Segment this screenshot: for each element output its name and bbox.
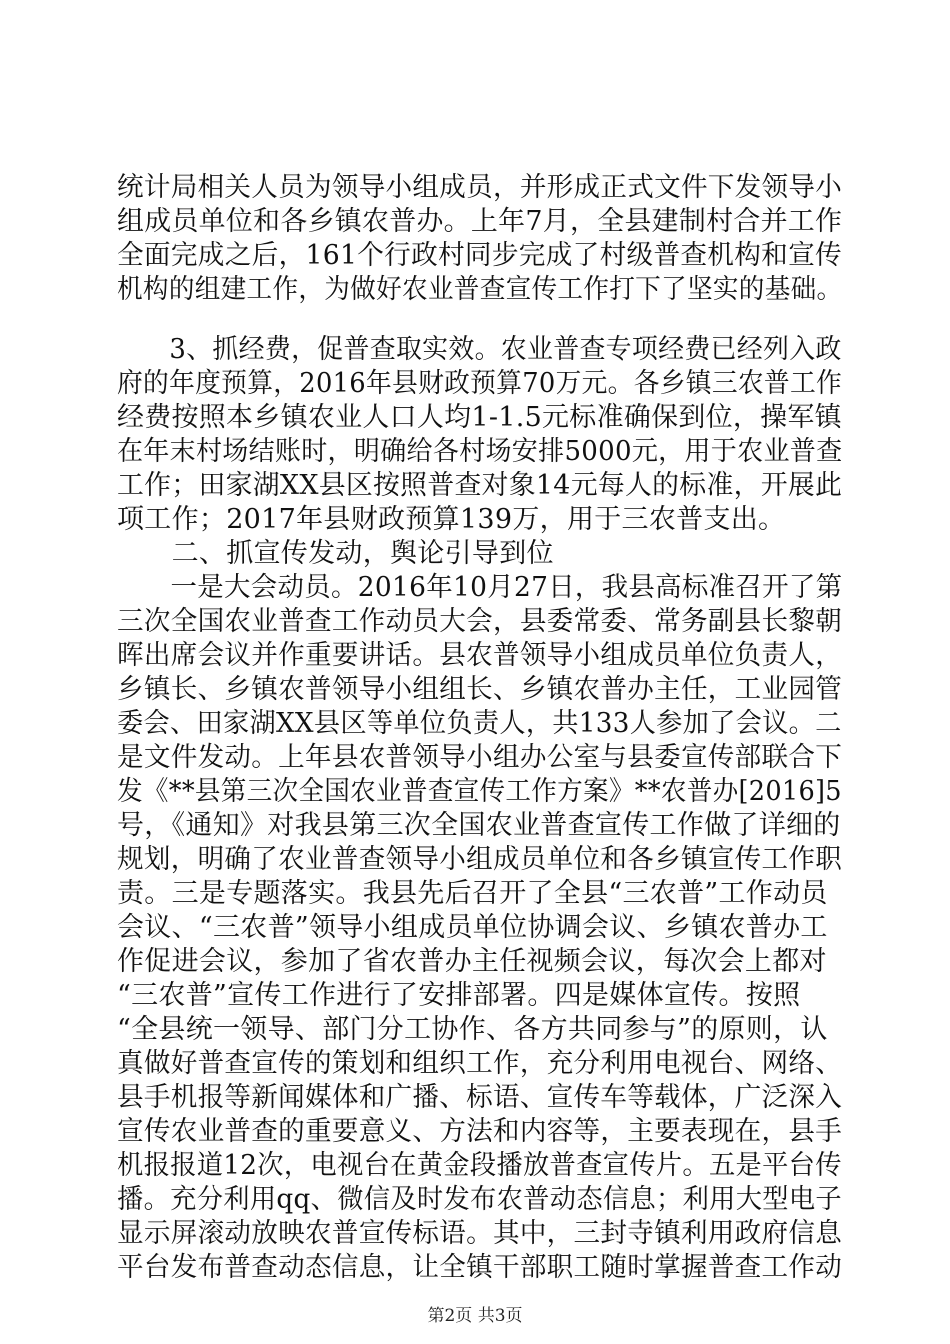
body-line: “全县统一领导、部门分工协作、各方共同参与”的原则，认 [117, 1014, 828, 1045]
body-line: 委会、田家湖XX县区等单位负责人，共133人参加了会议。二 [117, 708, 842, 739]
body-line: 3、抓经费，促普查取实效。农业普查专项经费已经列入政 [117, 334, 842, 365]
body-line: 晖出席会议并作重要讲话。县农普领导小组成员单位负责人， [117, 640, 843, 671]
body-line: 规划，明确了农业普查领导小组成员单位和各乡镇宣传工作职 [117, 844, 843, 875]
body-line: 责。三是专题落实。我县先后召开了全县“三农普”工作动员 [117, 878, 828, 909]
body-line: 机报报道12次，电视台在黄金段播放普查宣传片。五是平台传 [117, 1150, 842, 1181]
body-line: 项工作；2017年县财政预算139万，用于三农普支出。 [117, 504, 786, 535]
body-line: 三次全国农业普查工作动员大会，县委常委、常务副县长黎朝 [117, 606, 843, 637]
body-line: 真做好普查宣传的策划和组织工作，充分利用电视台、网络、 [117, 1048, 843, 1079]
body-line: 播。充分利用qq、微信及时发布农普动态信息；利用大型电子 [117, 1184, 843, 1215]
body-line: 是文件发动。上年县农普领导小组办公室与县委宣传部联合下 [117, 742, 843, 773]
body-line: 府的年度预算，2016年县财政预算70万元。各乡镇三农普工作 [117, 368, 843, 399]
body-line: 机构的组建工作，为做好农业普查宣传工作打下了坚实的基础。 [117, 274, 843, 305]
body-line: 县手机报等新闻媒体和广播、标语、宣传车等载体，广泛深入 [117, 1082, 843, 1113]
body-line: 乡镇长、乡镇农普领导小组组长、乡镇农普办主任，工业园管 [117, 674, 843, 705]
body-line: 平台发布普查动态信息，让全镇干部职工随时掌握普查工作动 [117, 1252, 843, 1283]
body-line: 显示屏滚动放映农普宣传标语。其中，三封寺镇利用政府信息 [117, 1218, 843, 1249]
body-line: “三农普”宣传工作进行了安排部署。四是媒体宣传。按照 [117, 980, 801, 1011]
body-line: 经费按照本乡镇农业人口人均1-1.5元标准确保到位，操军镇 [117, 402, 842, 433]
body-line: 一是大会动员。2016年10月27日，我县高标准召开了第 [117, 572, 843, 603]
body-line: 号，《通知》对我县第三次全国农业普查宣传工作做了详细的 [117, 810, 841, 841]
body-line: 会议、“三农普”领导小组成员单位协调会议、乡镇农普办工 [117, 912, 828, 943]
body-line: 组成员单位和各乡镇农普办。上年7月，全县建制村合并工作 [117, 206, 843, 237]
body-line: 发《**县第三次全国农业普查宣传工作方案》**农普办[2016]5 [117, 776, 842, 807]
body-line: 作促进会议，参加了省农普办主任视频会议，每次会上都对 [117, 946, 827, 977]
body-line: 工作；田家湖XX县区按照普查对象14元每人的标准，开展此 [117, 470, 843, 501]
body-line: 在年末村场结账时，明确给各村场安排5000元，用于农业普查 [117, 436, 843, 467]
body-line: 全面完成之后，161个行政村同步完成了村级普查机构和宣传 [117, 240, 842, 271]
body-line: 宣传农业普查的重要意义、方法和内容等，主要表现在，县手 [117, 1116, 843, 1147]
body-line: 统计局相关人员为领导小组成员，并形成正式文件下发领导小 [117, 172, 843, 203]
page-footer: 第2页 共3页 [427, 1306, 523, 1326]
section-heading: 二、抓宣传发动，舆论引导到位 [117, 538, 554, 569]
